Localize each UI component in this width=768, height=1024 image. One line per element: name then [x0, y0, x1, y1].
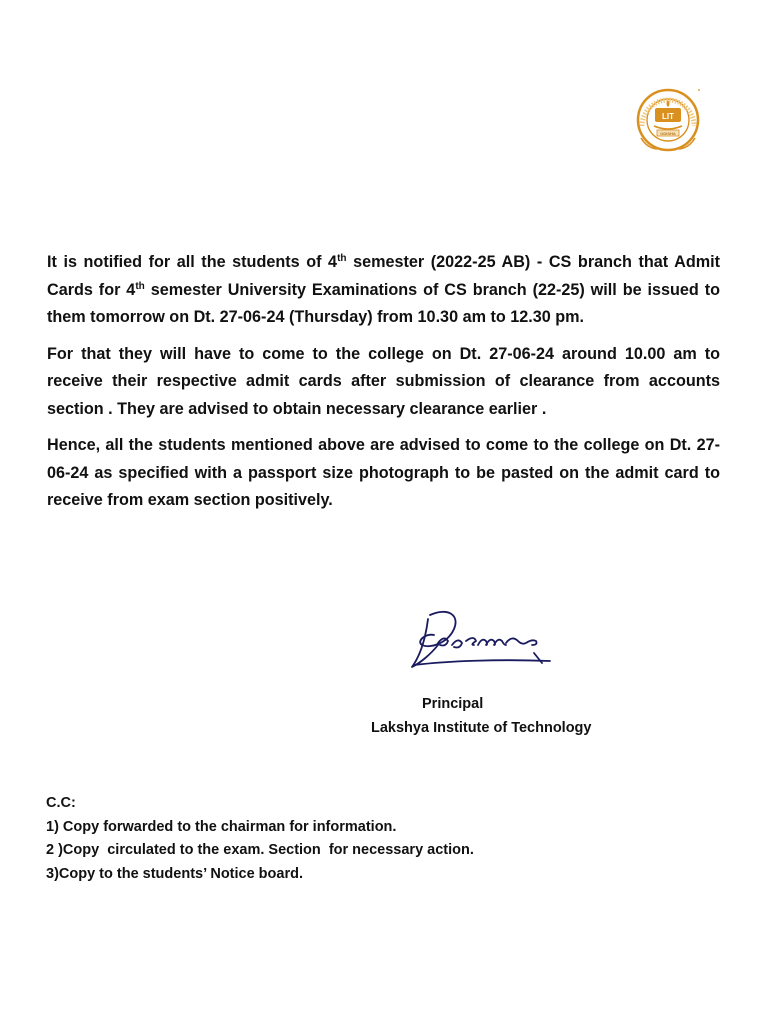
- notice-paragraph-2: For that they will have to come to the college on Dt. 27-06-24 around 10.00 am to receive their respective admit cards after submission of clearance from accounts section . They are advised to obtain necessary clearance earlier .: [47, 344, 720, 418]
- cc-item: 1) Copy forwarded to the chairman for information.: [46, 818, 397, 835]
- notice-paragraph-3: Hence, all the students mentioned above are advised to come to the college on Dt. 27-06-24 as specified with a passport size photograph to be pasted on the admit card to receive from exam section positively.: [47, 436, 720, 509]
- superscript: th: [135, 280, 145, 292]
- signatory-designation: Principal: [422, 696, 484, 712]
- notice-text: semester University Examinations of CS branch (22-25) will be issued to them tomorrow on Dt. 27-06-24 (Thursday) from 10.30 am to 12.30 pm.: [47, 280, 720, 326]
- notice-body: [47, 249, 720, 524]
- notice-text: It is notified for all the students of 4: [47, 253, 338, 271]
- principal-signature: [408, 605, 558, 677]
- cc-section: [46, 792, 474, 886]
- institute-logo: [633, 86, 703, 152]
- logo-emblem-icon: [633, 86, 703, 152]
- superscript: th: [337, 253, 347, 264]
- cc-item: 3)Copy to the students’ Notice board.: [46, 865, 303, 882]
- notice-text: semester (2022-25 AB) - CS branch that Admit Cards for 4: [47, 253, 720, 299]
- institute-name: Lakshya Institute of Technology: [371, 720, 592, 736]
- logo-bottom-text: ODISHA: [660, 131, 676, 136]
- logo-text: LIT: [662, 112, 674, 121]
- cc-heading: C.C:: [46, 795, 76, 811]
- signature-icon: [408, 605, 558, 677]
- cc-item: 2 )Copy circulated to the exam. Section for necessary action.: [46, 842, 474, 858]
- notice-paragraph-1: [47, 249, 720, 332]
